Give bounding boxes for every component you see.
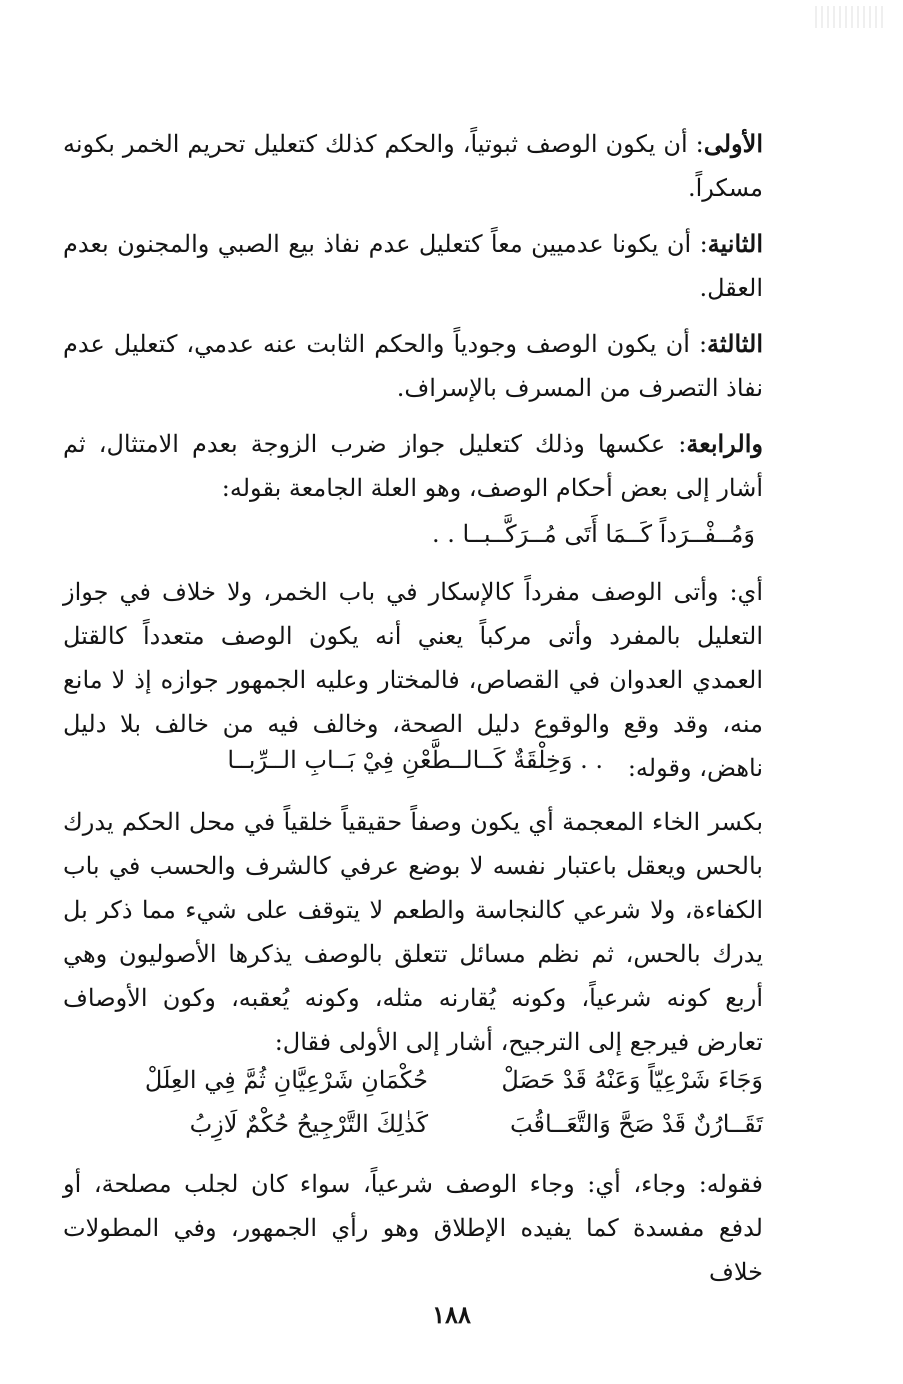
paragraph-text: : أن يكون الوصف وجودياً والحكم الثابت عنه عدمي، كتعليل عدم نفاذ التصرف من المسرف بالإسراف. (63, 330, 763, 402)
paragraph-third (63, 322, 763, 410)
verse-line-2: . . وَخِلْقَةٌ كَــالــطَّعْنِ فِيْ بَــابِ الــرِّبــا (227, 746, 603, 774)
paragraph-text: : أن يكونا عدميين معاً كتعليل عدم نفاذ بيع الصبي والمجنون بعدم العقل. (63, 230, 763, 302)
couplet-1-first-hemistich: وَجَاءَ شَرْعِيّاً وَعَنْهُ قَدْ حَصَلْ (501, 1066, 763, 1094)
term-label: والرابعة (686, 429, 763, 458)
paragraph-text: أي: وأتى الوصف مفرداً كالإسكار في باب الخمر، ولا خلاف في جواز التعليل بالمفرد وأتى مركباً يعني أنه يكون الوصف متعدداً كالقتل العمدي العدوان في القصاص، فالمختار وعليه الجمهور جوازه إذ لا مانع منه، وقد وقع والوقوع دليل الصحة، وخالف فيه من خالف بلا دليل ناهض، وقوله: (63, 578, 764, 782)
term-label: الثالثة (707, 329, 763, 358)
paragraph-text: بكسر الخاء المعجمة أي يكون وصفاً حقيقياً خلقياً في محل الحكم يدرك بالحس ويعقل باعتبار نفسه لا بوضع عرفي كالشرف والحسب في باب الكفاءة، ولا شرعي كالنجاسة والطعم لا يتوقف على شيء مما ذكر بل يدرك بالحس، ثم نظم مسائل تتعلق بالوصف يذكرها الأصوليون وهي أربع كونه شرعياً، وكونه يُقارنه مثله، وكونه يُعقبه، وكون الأوصاف تعارض فيرجع إلى الترجيح، أشار إلى الأولى فقال: (63, 808, 763, 1056)
paragraph-sixth (63, 800, 763, 1064)
couplet-2-second-hemistich: كَذٰلِكَ التَّرْجِيحُ حُكْمٌ لَازِبُ (189, 1110, 428, 1138)
scan-artifact (815, 6, 885, 28)
term-label: الأولى (703, 129, 763, 158)
paragraph-first (63, 122, 763, 210)
couplet-1-second-hemistich: حُكْمَانِ شَرْعِيَّانِ ثُمَّ فِي العِلَلْ (144, 1066, 428, 1094)
paragraph-text: : عكسها وذلك كتعليل جواز ضرب الزوجة بعدم الامتثال، ثم أشار إلى بعض أحكام الوصف، وهو العلة الجامعة بقوله: (63, 430, 763, 502)
paragraph-text: : أن يكون الوصف ثبوتياً، والحكم كذلك كتعليل تحريم الخمر بكونه مسكراً. (63, 130, 763, 202)
couplet-2-first-hemistich: تَقَــارُنٌ قَدْ صَحَّ وَالتَّعَــاقُبَ (509, 1110, 763, 1138)
paragraph-text: فقوله: وجاء، أي: وجاء الوصف شرعياً، سواء كان لجلب مصلحة، أو لدفع مفسدة كما يفيده الإطلاق وهو رأي الجمهور، وفي المطولات خلاف (63, 1170, 763, 1286)
term-label: الثانية (707, 229, 763, 258)
page-number: ١٨٨ (432, 1300, 471, 1329)
paragraph-second (63, 222, 763, 310)
paragraph-seventh (63, 1162, 763, 1294)
verse-line-1: وَمُــفْــرَداً كَــمَا أَتَى مُــرَكَّــبــا . . (431, 520, 755, 548)
paragraph-fourth (63, 422, 763, 510)
